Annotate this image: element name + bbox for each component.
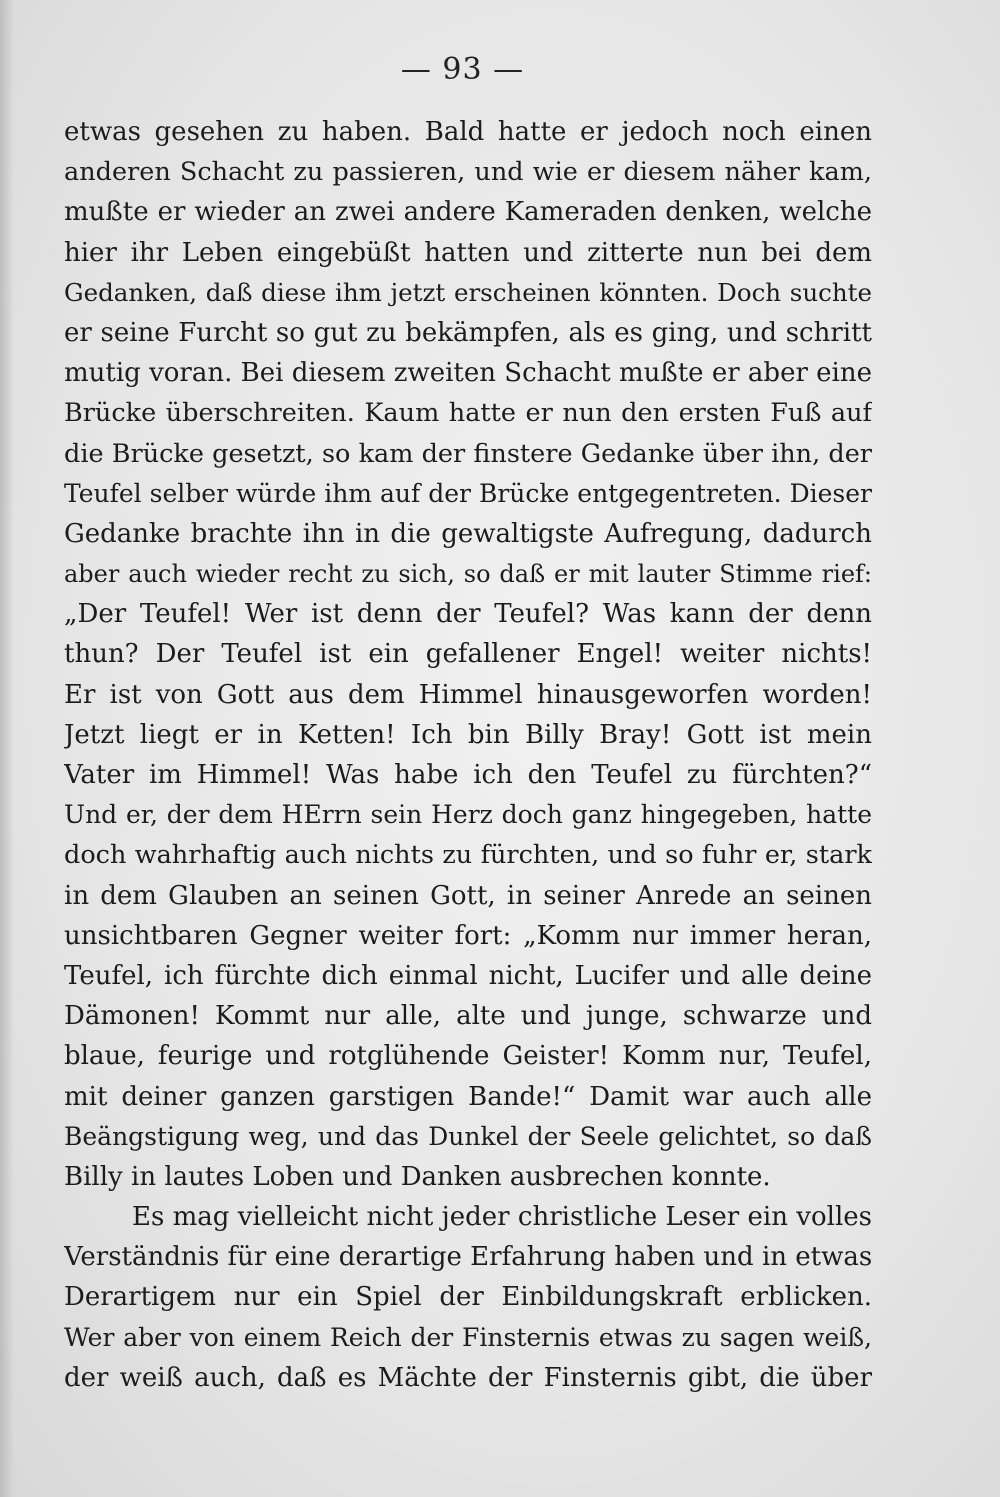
text-line: Er ist von Gott aus dem Himmel hinausgeworfen worden! xyxy=(64,679,872,710)
text-line: Gedanken, daß diese ihm jetzt erscheinen könnten. Doch suchte xyxy=(64,277,872,307)
page-number: — 93 — xyxy=(400,52,525,87)
text-line: Dämonen! Kommt nur alle, alte und junge, schwarze und xyxy=(64,1001,872,1032)
text-line: anderen Schacht zu passieren, und wie er diesem näher kam, xyxy=(64,157,872,188)
text-line: Und er, der dem HErrn sein Herz doch ganz hingegeben, hatte xyxy=(64,800,872,830)
text-line: der weiß auch, daß es Mächte der Finsternis gibt, die über xyxy=(64,1362,872,1393)
paragraph-start-line: Es mag vielleicht nicht jeder christliche Leser ein volles xyxy=(132,1202,872,1233)
body-text xyxy=(64,112,872,1398)
text-line: er seine Furcht so gut zu bekämpfen, als es ging, und schritt xyxy=(64,317,872,348)
text-line: doch wahrhaftig auch nichts zu fürchten, und so fuhr er, stark xyxy=(64,840,872,871)
text-line: Gedanke brachte ihn in die gewaltigste Aufregung, dadurch xyxy=(64,518,872,549)
text-line: Verständnis für eine derartige Erfahrung haben und in etwas xyxy=(64,1242,872,1273)
text-line: Beängstigung weg, und das Dunkel der Seele gelichtet, so daß xyxy=(64,1121,872,1151)
text-line: Brücke überschreiten. Kaum hatte er nun den ersten Fuß auf xyxy=(64,398,872,429)
text-line: thun? Der Teufel ist ein gefallener Engel! weiter nichts! xyxy=(64,639,872,670)
text-line: Teufel, ich fürchte dich einmal nicht, Lucifer und alle deine xyxy=(64,960,872,991)
text-line: unsichtbaren Gegner weiter fort: „Komm nur immer heran, xyxy=(64,920,872,951)
text-line: mußte er wieder an zwei andere Kameraden denken, welche xyxy=(64,197,872,228)
text-line: in dem Glauben an seinen Gott, in seiner Anrede an seinen xyxy=(64,880,872,911)
text-line: Jetzt liegt er in Ketten! Ich bin Billy Bray! Gott ist mein xyxy=(64,719,872,750)
text-line: Wer aber von einem Reich der Finsternis etwas zu sagen weiß, xyxy=(64,1322,872,1352)
paragraph-end-line: Billy in lautes Loben und Danken ausbrechen konnte. xyxy=(64,1161,771,1192)
text-line: Teufel selber würde ihm auf der Brücke entgegentreten. Dieser xyxy=(64,478,872,508)
text-line: Vater im Himmel! Was habe ich den Teufel zu fürchten?“ xyxy=(64,760,872,790)
page-binding-shadow xyxy=(0,0,14,1497)
text-line: aber auch wieder recht zu sich, so daß er mit lauter Stimme rief: xyxy=(64,560,872,589)
text-line: die Brücke gesetzt, so kam der finstere Gedanke über ihn, der xyxy=(64,438,872,469)
text-line: blaue, feurige und rotglühende Geister! Komm nur, Teufel, xyxy=(64,1041,872,1072)
text-line: mit deiner ganzen garstigen Bande!“ Damit war auch alle xyxy=(64,1081,872,1112)
text-line: „Der Teufel! Wer ist denn der Teufel? Was kann der denn xyxy=(64,599,872,630)
text-line: hier ihr Leben eingebüßt hatten und zitterte nun bei dem xyxy=(64,237,872,268)
text-line: etwas gesehen zu haben. Bald hatte er jedoch noch einen xyxy=(64,117,872,147)
text-line: Derartigem nur ein Spiel der Einbildungskraft erblicken. xyxy=(64,1282,872,1313)
text-line: mutig voran. Bei diesem zweiten Schacht mußte er aber eine xyxy=(64,358,872,389)
